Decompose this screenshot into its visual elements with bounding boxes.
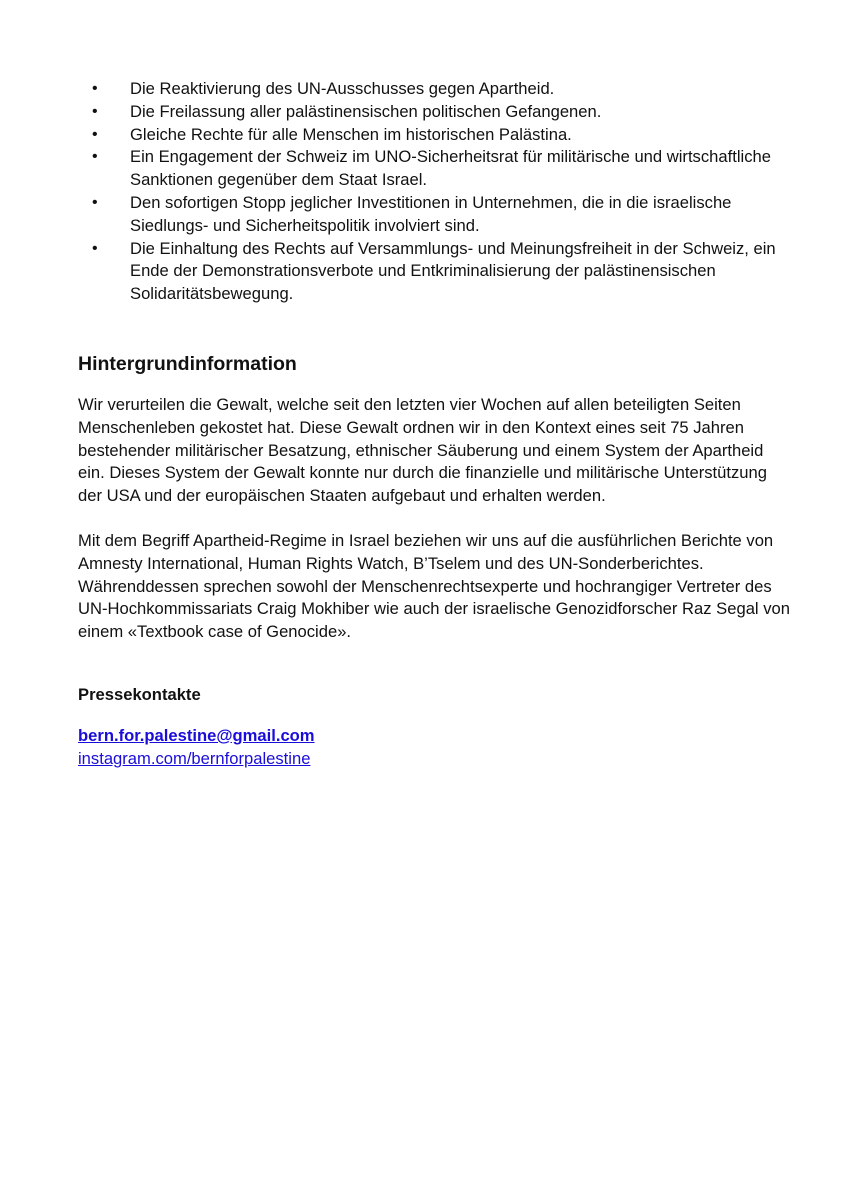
bullet-icon: • — [92, 125, 98, 143]
demand-text: Die Freilassung aller palästinensischen politischen Gefangenen. — [130, 101, 602, 121]
background-paragraph-2: Mit dem Begriff Apartheid-Regime in Israel beziehen wir uns auf die ausführlichen Berichte von Amnesty International, Human Rights Watch, B’Tselem und des UN-Sonderberichtes. Währenddessen sprechen sowohl der Menschenrechtsexperte und hochrangiger Vertreter des UN-Hochkommissariats Craig Mokhiber wie auch der israelische Genozidforscher Raz Segal von einem «Textbook case of Genocide». — [78, 530, 790, 642]
demands-list — [78, 78, 790, 306]
demand-text: Gleiche Rechte für alle Menschen im historischen Palästina. — [130, 124, 572, 144]
list-item — [78, 124, 790, 147]
instagram-link[interactable]: instagram.com/bernforpalestine — [78, 748, 311, 768]
bullet-icon: • — [92, 80, 98, 97]
demand-text: Die Reaktivierung des UN-Ausschusses gegen Apartheid. — [130, 79, 555, 98]
contacts-heading: Pressekontakte — [78, 684, 201, 704]
background-paragraph-1: Wir verurteilen die Gewalt, welche seit den letzten vier Wochen auf allen beteiligten Seiten Menschenleben gekostet hat. Diese Gewalt ordnen wir in den Kontext eines seit 75 Jahren bestehender militärischer Besatzung, ethnischer Säuberung und einem System der Apartheid ein. Dieses System der Gewalt konnte nur durch die finanzielle und militärische Unterstützung der USA und der europäischen Staaten aufgebaut und erhalten werden. — [78, 394, 767, 506]
bullet-icon: • — [92, 102, 98, 120]
demand-text: Den sofortigen Stopp jeglicher Investitionen in Unternehmen, die in die israelische Siedlungs- und Sicherheitspolitik involviert sind. — [130, 192, 732, 235]
list-item — [78, 78, 790, 101]
list-item — [78, 101, 790, 124]
list-item — [78, 238, 790, 306]
email-link[interactable]: bern.for.palestine@gmail.com — [78, 725, 315, 745]
demand-text: Die Einhaltung des Rechts auf Versammlungs- und Meinungsfreiheit in der Schweiz, ein Ende der Demonstrationsverbote und Entkriminalisierung der palästinensischen Solidaritätsbewegung. — [130, 238, 776, 304]
bullet-icon: • — [92, 193, 98, 211]
bullet-icon: • — [92, 239, 98, 257]
bullet-icon: • — [92, 148, 98, 166]
list-item — [78, 146, 790, 192]
background-heading: Hintergrundinformation — [78, 352, 297, 375]
list-item — [78, 192, 790, 238]
demand-text: Ein Engagement der Schweiz im UNO-Sicherheitsrat für militärische und wirtschaftliche Sanktionen gegenüber dem Staat Israel. — [130, 147, 771, 190]
contact-links — [78, 725, 790, 771]
